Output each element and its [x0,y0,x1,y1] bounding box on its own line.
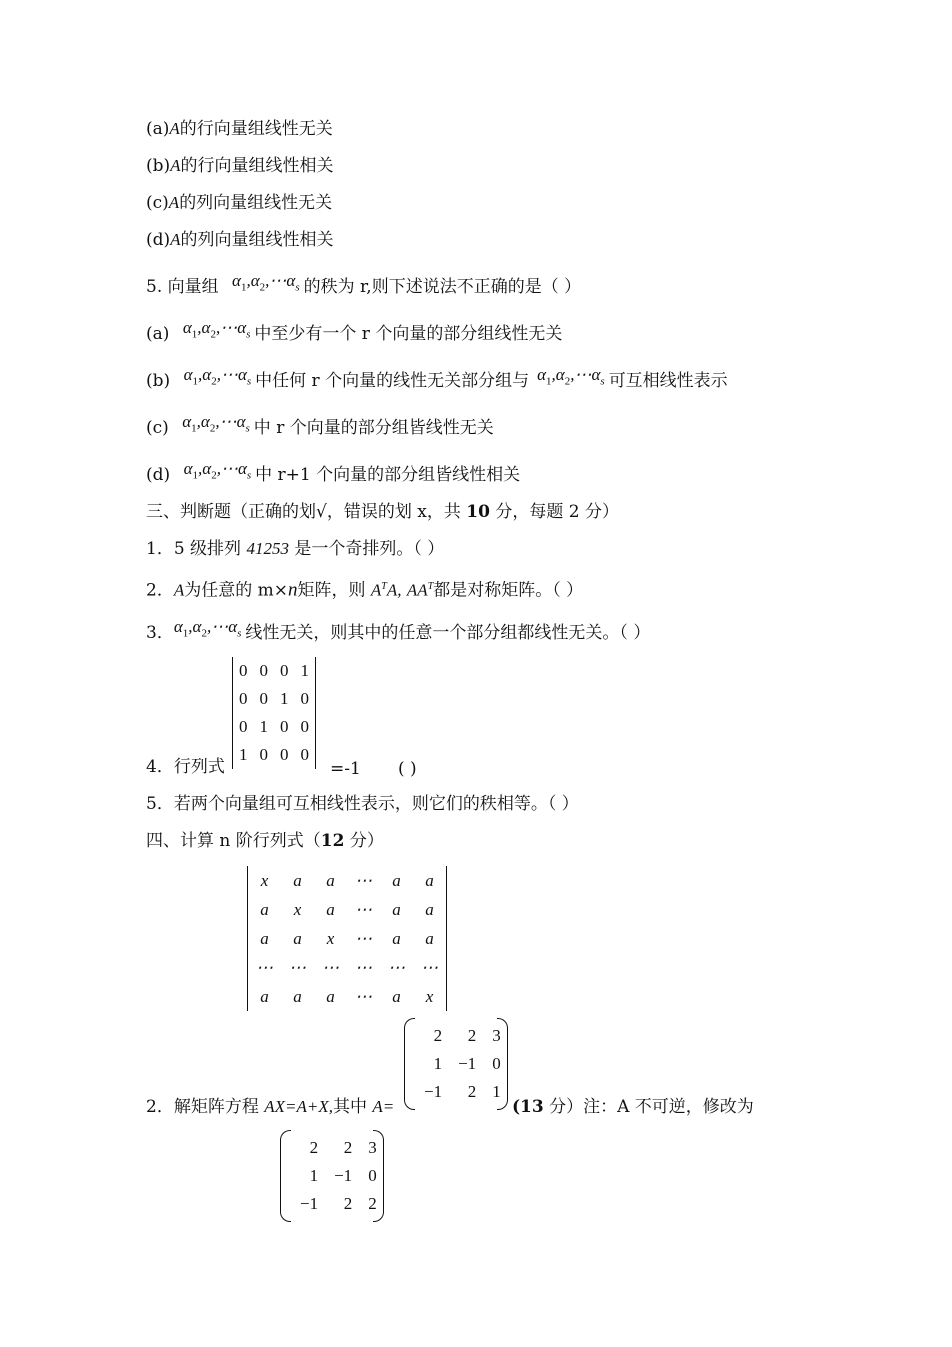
permutation: 41253 [246,539,289,558]
judge-q4-value: =-1 [330,759,361,779]
judge-q1: 1．5 级排列 41253 是一个奇排列。（ ） [146,539,445,559]
determinant-4x4: 0 0 0 1 0 0 1 0 0 1 0 0 1 0 0 0 [232,657,316,769]
question-suffix: 的秩为 r,则下述说法不正确的是（ ） [303,277,582,297]
option-text: 中任何 r 个向量的线性无关部分组与 [255,371,530,391]
problem-2-prefix: 2．解矩阵方程 AX=A+X,其中 A= [146,1097,395,1117]
option-c-row [146,192,332,214]
problem-2-suffix: (13 分）注：A 不可逆，修改为 [512,1097,754,1117]
alpha-vector-group: $\alpha_1,\alpha_2,\cdots\alpha_s$ [173,617,242,640]
q5-option-b [146,365,728,398]
alpha-vector-group: $\alpha_1,\alpha_2,\cdots\alpha_s$ [182,412,250,435]
judge-q3: 3．$\alpha_1,\alpha_2,\cdots\alpha_s$ 线性无关，则其中的任意一个部分组都线性无关。（ ） [146,617,651,643]
section-3-title: 三、判断题（正确的划√，错误的划 x，共 10 分，每题 2 分） [146,502,619,522]
alpha-vector-group: $\alpha_1,\alpha_2,\cdots\alpha_s$ [183,365,252,388]
option-label: (d) [146,465,171,485]
option-d-row [146,229,334,251]
answer-paren: ( ) [398,759,417,779]
option-label: (a) [146,119,170,139]
check-mark: √ [316,502,327,522]
alpha-vector-group: $\alpha_1,\alpha_2,\cdots\alpha_s$ [183,459,252,482]
q5-option-d [146,459,521,492]
option-text: 中 r 个向量的部分组皆线性无关 [253,418,494,438]
option-a-row [146,118,333,140]
option-label: (c) [146,418,169,438]
option-text: 的行向量组线性无关 [179,119,333,139]
matrix-var: A [168,193,180,212]
alpha-vector-group: $\alpha_1,\alpha_2,\cdots\alpha_s$ [182,318,251,341]
alpha-vector-group: $\alpha_1,\alpha_2,\cdots\alpha_s$ [537,365,605,388]
option-label: (a) [146,324,170,344]
q5-option-c [146,412,494,445]
judge-q4-label: 4．行列式 [146,757,225,777]
option-text: 的列向量组线性相关 [180,230,334,250]
option-b-row [146,155,334,177]
option-label: (d) [146,230,171,250]
option-text: 的列向量组线性无关 [179,193,333,213]
option-text: 的行向量组线性相关 [180,156,334,176]
matrix-a: 2 2 3 1 −1 0 −1 2 1 [404,1022,508,1108]
question-5 [146,271,582,304]
matrix-var: A [170,230,181,249]
q5-option-a [146,318,563,351]
matrix-var: A [170,156,181,175]
judge-q5: 5．若两个向量组可互相线性表示，则它们的秩相等。（ ） [146,794,579,814]
option-text: 中至少有一个 r 个向量的部分组线性无关 [254,324,563,344]
option-text: 可互相线性表示 [608,371,728,391]
matrix-corrected: 2 2 3 1 −1 0 −1 2 2 [280,1134,384,1220]
option-label: (b) [146,156,171,176]
matrix-var: A [169,119,180,138]
judge-q2: 2．A为任意的 m×n矩阵，则 $A^TA$, $AA^T$都是对称矩阵。（ ） [146,579,584,601]
question-prefix: 5. 向量组 [146,277,219,297]
determinant-nxn: x a a ⋯ a a a x a ⋯ a a a a x ⋯ a a ⋯ ⋯ ⋯ ⋯ ⋯ ⋯ a a a ⋯ a x [247,866,447,1011]
option-text: 中 r+1 个向量的部分组皆线性相关 [255,465,521,485]
section-4-title: 四、计算 n 阶行列式（12 分） [146,831,384,851]
option-label: (b) [146,371,171,391]
option-label: (c) [146,193,169,213]
alpha-vector-group: $\alpha_1,\alpha_2,\cdots\alpha_s$ [232,271,300,294]
